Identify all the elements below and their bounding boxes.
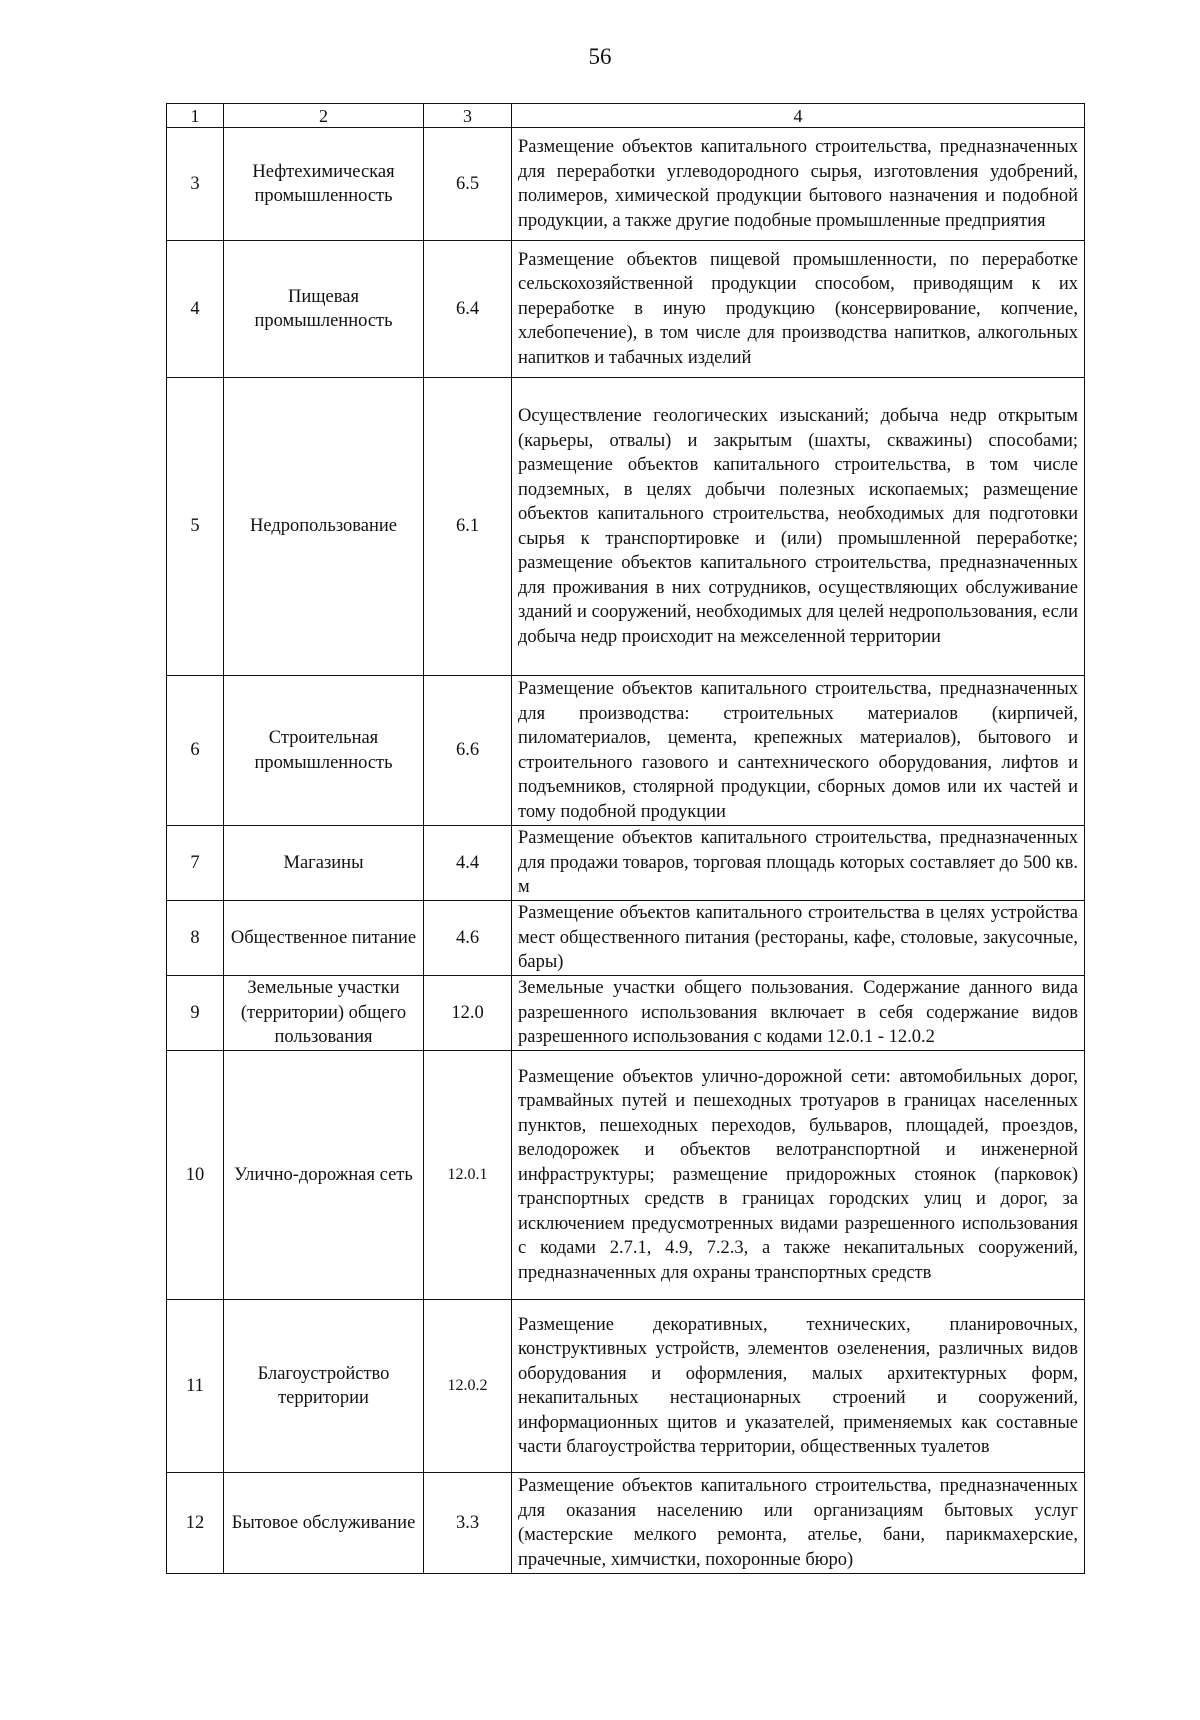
use-type-name: Земельные участки (территории) общего пользования <box>224 976 424 1051</box>
table-row <box>167 676 1085 826</box>
use-type-name: Общественное питание <box>224 901 424 976</box>
use-type-name: Пищевая промышленность <box>224 241 424 378</box>
row-number: 7 <box>167 826 224 901</box>
table-row <box>167 976 1085 1051</box>
use-type-description: Размещение объектов капитального строительства в целях устройства мест общественного питания (рестораны, кафе, столовые, закусочные, бары) <box>512 901 1085 976</box>
column-header-4: 4 <box>512 104 1085 128</box>
table-row <box>167 241 1085 378</box>
row-number: 12 <box>167 1473 224 1574</box>
use-type-code: 4.6 <box>424 901 512 976</box>
table-row <box>167 901 1085 976</box>
use-type-description: Земельные участки общего пользования. Содержание данного вида разрешенного использования включает в себя содержание видов разрешенного использования с кодами 12.0.1 - 12.0.2 <box>512 976 1085 1051</box>
use-type-name: Благоустройство территории <box>224 1300 424 1473</box>
use-type-description: Размещение объектов капитального строительства, предназначенных для переработки углеводородного сырья, изготовления удобрений, полимеров, химической продукции бытового назначения и подобной продукции, а также другие подобные промышленные предприятия <box>512 128 1085 241</box>
use-type-code: 12.0.1 <box>424 1051 512 1300</box>
table-row <box>167 128 1085 241</box>
use-type-code: 6.1 <box>424 378 512 676</box>
use-type-code: 12.0 <box>424 976 512 1051</box>
column-number-row <box>167 104 1085 128</box>
land-use-table <box>166 103 1085 1574</box>
table-row <box>167 1473 1085 1574</box>
use-type-description: Осуществление геологических изысканий; добыча недр открытым (карьеры, отвалы) и закрытым (шахты, скважины) способами; размещение объектов капитального строительства, в том числе подземных, в целях добычи полезных ископаемых; размещение объектов капитального строительства, необходимых для подготовки сырья к транспортировке и (или) промышленной переработке; размещение объектов капитального строительства, предназначенных для проживания в них сотрудников, осуществляющих обслуживание зданий и сооружений, необходимых для целей недропользования, если добыча недр происходит на межселенной территории <box>512 378 1085 676</box>
use-type-name: Магазины <box>224 826 424 901</box>
column-header-1: 1 <box>167 104 224 128</box>
row-number: 4 <box>167 241 224 378</box>
table-row <box>167 378 1085 676</box>
column-header-3: 3 <box>424 104 512 128</box>
use-type-code: 3.3 <box>424 1473 512 1574</box>
row-number: 10 <box>167 1051 224 1300</box>
use-type-description: Размещение объектов улично-дорожной сети: автомобильных дорог, трамвайных путей и пешеходных тротуаров в границах населенных пунктов, пешеходных переходов, бульваров, площадей, проездов, велодорожек и объектов велотранспортной и инженерной инфраструктуры; размещение придорожных стоянок (парковок) транспортных средств в границах городских улиц и дорог, за исключением предусмотренных видами разрешенного использования с кодами 2.7.1, 4.9, 7.2.3, а также некапитальных сооружений, предназначенных для охраны транспортных средств <box>512 1051 1085 1300</box>
use-type-description: Размещение объектов капитального строительства, предназначенных для производства: строительных материалов (кирпичей, пиломатериалов, цемента, крепежных материалов), бытового и строительного газового и сантехнического оборудования, лифтов и подъемников, столярной продукции, сборных домов или их частей и тому подобной продукции <box>512 676 1085 826</box>
use-type-code: 12.0.2 <box>424 1300 512 1473</box>
use-type-code: 6.5 <box>424 128 512 241</box>
use-type-name: Улично-дорожная сеть <box>224 1051 424 1300</box>
row-number: 6 <box>167 676 224 826</box>
row-number: 5 <box>167 378 224 676</box>
row-number: 8 <box>167 901 224 976</box>
use-type-code: 4.4 <box>424 826 512 901</box>
use-type-name: Бытовое обслуживание <box>224 1473 424 1574</box>
use-type-code: 6.4 <box>424 241 512 378</box>
use-type-description: Размещение декоративных, технических, планировочных, конструктивных устройств, элементов озеленения, различных видов оборудования и оформления, малых архитектурных форм, некапитальных нестационарных строений и сооружений, информационных щитов и указателей, применяемых как составные части благоустройства территории, общественных туалетов <box>512 1300 1085 1473</box>
table-row <box>167 826 1085 901</box>
use-type-name: Недропользование <box>224 378 424 676</box>
table-row <box>167 1300 1085 1473</box>
row-number: 9 <box>167 976 224 1051</box>
page-number: 56 <box>588 44 612 69</box>
use-type-description: Размещение объектов пищевой промышленности, по переработке сельскохозяйственной продукции способом, приводящим к их переработке в иную продукцию (консервирование, копчение, хлебопечение), в том числе для производства напитков, алкогольных напитков и табачных изделий <box>512 241 1085 378</box>
use-type-name: Нефтехимическая промышленность <box>224 128 424 241</box>
row-number: 11 <box>167 1300 224 1473</box>
column-header-2: 2 <box>224 104 424 128</box>
row-number: 3 <box>167 128 224 241</box>
use-type-description: Размещение объектов капитального строительства, предназначенных для продажи товаров, торговая площадь которых составляет до 500 кв. м <box>512 826 1085 901</box>
use-type-name: Строительная промышленность <box>224 676 424 826</box>
use-type-code: 6.6 <box>424 676 512 826</box>
use-type-description: Размещение объектов капитального строительства, предназначенных для оказания населению или организациям бытовых услуг (мастерские мелкого ремонта, ателье, бани, парикмахерские, прачечные, химчистки, похоронные бюро) <box>512 1473 1085 1574</box>
table-row <box>167 1051 1085 1300</box>
